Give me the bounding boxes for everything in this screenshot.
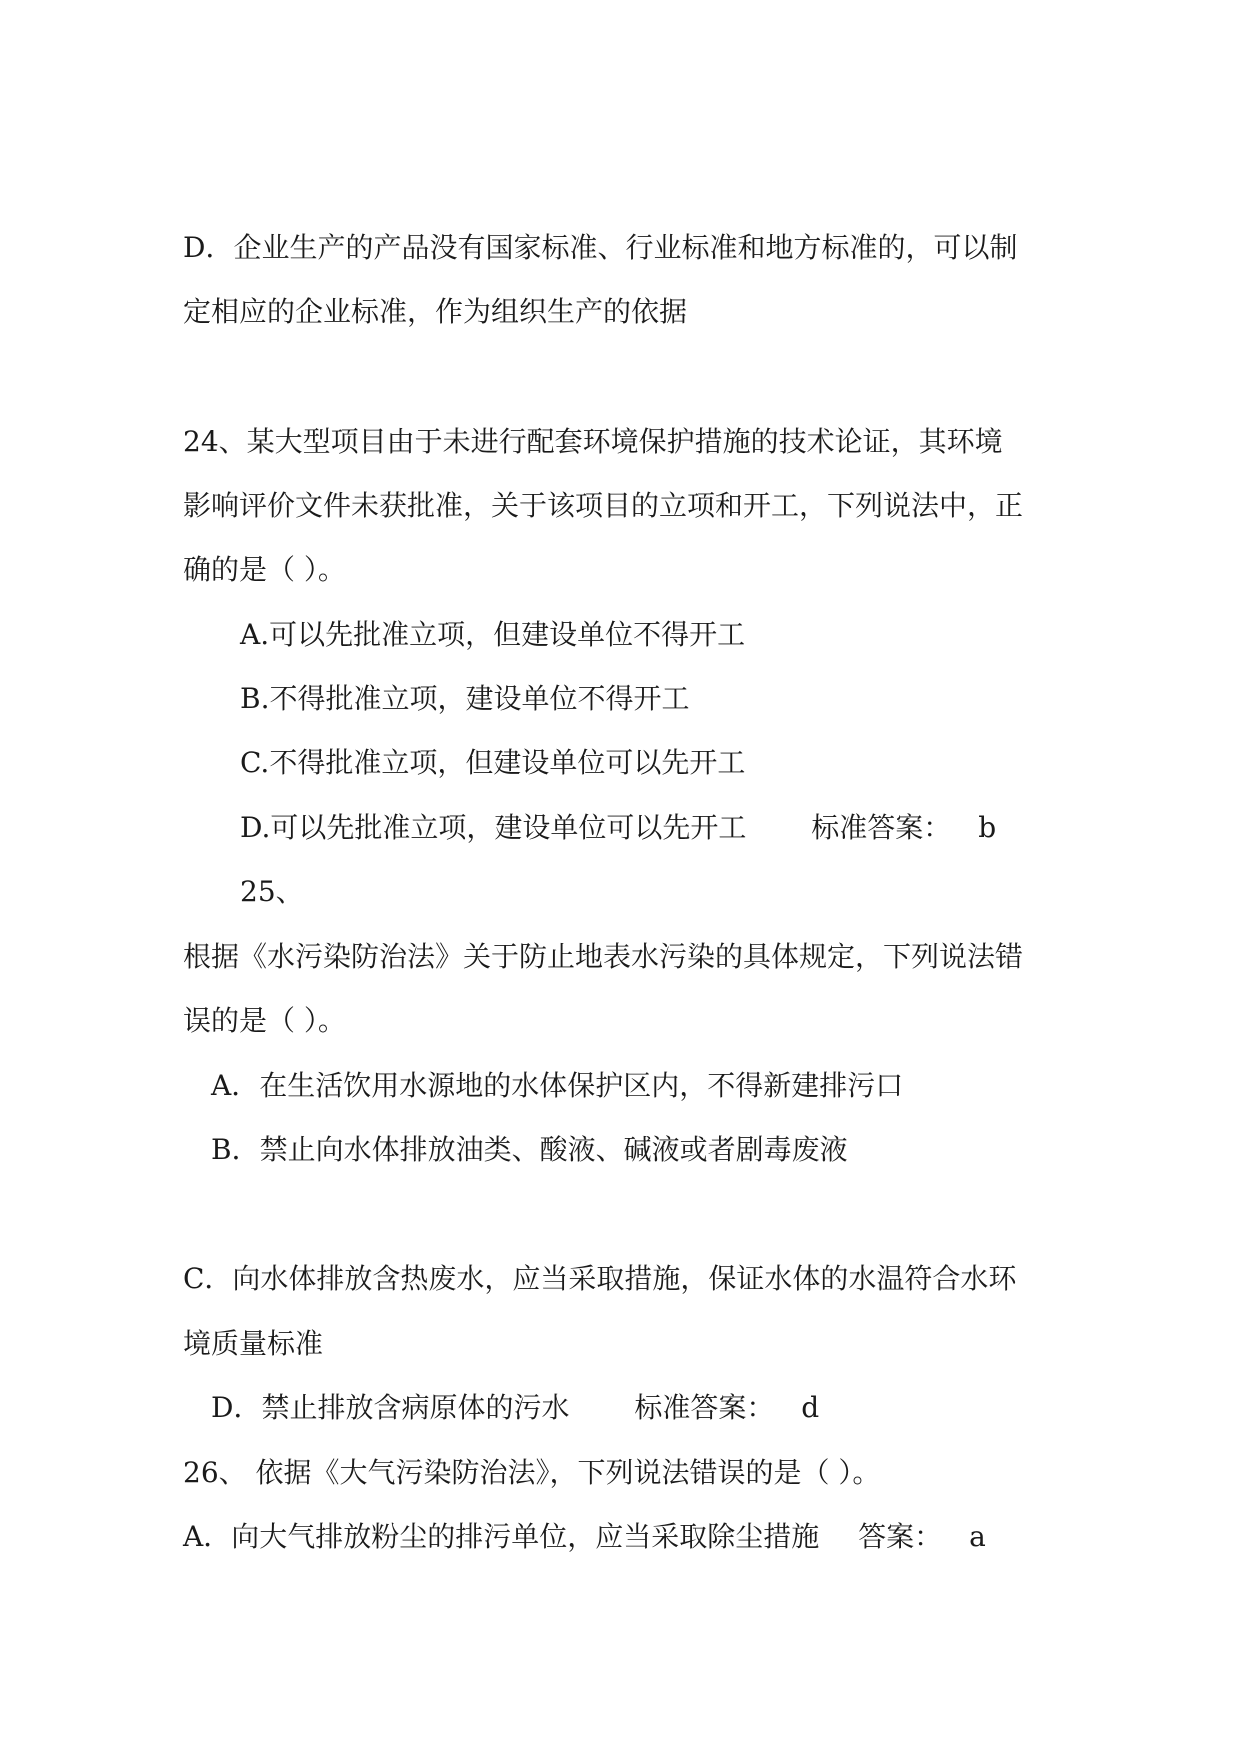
q25-stem-line1 [183, 937, 1023, 977]
text: B.不得批准立项，建设单位不得开工 [240, 682, 690, 715]
text: 境质量标准 [183, 1327, 324, 1360]
text: D.可以先批准立项，建设单位可以先开工 [240, 811, 747, 844]
q25-option-d [211, 1388, 819, 1428]
q23-option-d-line1 [183, 228, 1017, 268]
q24-option-b [240, 679, 689, 719]
q24-option-a [240, 615, 745, 655]
q26-stem [183, 1453, 880, 1493]
text: 误的是（ ）。 [183, 1004, 346, 1037]
q24-answer-value: b [978, 811, 997, 844]
q25-answer-label: 标准答案： [634, 1391, 775, 1424]
text: C.不得批准立项，但建设单位可以先开工 [240, 746, 746, 779]
q25-option-c-line1 [183, 1259, 1016, 1299]
text: 影响评价文件未获批准，关于该项目的立项和开工，下列说法中，正 [183, 489, 1024, 522]
q25-option-c-line2 [183, 1324, 323, 1364]
text: 定相应的企业标准，作为组织生产的依据 [183, 295, 688, 328]
text: 26、 依据《大气污染防治法》，下列说法错误的是（ ）。 [183, 1456, 881, 1489]
text: 24、某大型项目由于未进行配套环境保护措施的技术论证，其环境 [183, 425, 1003, 458]
q24-option-c [240, 743, 745, 783]
text: B．禁止向水体排放油类、酸液、碱液或者剧毒废液 [211, 1133, 848, 1166]
q24-stem-line3 [183, 550, 346, 590]
text: D．禁止排放含病原体的污水 [211, 1391, 570, 1424]
q24-stem-line2 [183, 486, 1023, 526]
q24-option-d [240, 808, 996, 848]
text: 根据《水污染防治法》关于防止地表水污染的具体规定，下列说法错 [183, 940, 1024, 973]
text: A．向大气排放粉尘的排污单位，应当采取除尘措施 [183, 1520, 820, 1553]
text: A.可以先批准立项，但建设单位不得开工 [240, 618, 746, 651]
q26-answer-label: 答案： [858, 1520, 943, 1553]
q25-option-a [211, 1066, 903, 1106]
text: 确的是（ ）。 [183, 553, 346, 586]
q23-option-d-line2 [183, 292, 687, 332]
text: D．企业生产的产品没有国家标准、行业标准和地方标准的，可以制 [183, 231, 1018, 264]
q25-option-b [211, 1130, 848, 1170]
text: A．在生活饮用水源地的水体保护区内，不得新建排污口 [211, 1069, 904, 1102]
q26-answer-value: a [969, 1520, 986, 1553]
q25-stem-line2 [183, 1001, 346, 1041]
q24-stem-line1 [183, 422, 1003, 462]
text: 25、 [240, 875, 304, 908]
q24-answer-label: 标准答案： [811, 811, 952, 844]
text: C．向水体排放含热废水，应当采取措施，保证水体的水温符合水环 [183, 1262, 1017, 1295]
q26-option-a [183, 1517, 986, 1557]
q25-number [240, 872, 304, 912]
q25-answer-value: d [801, 1391, 820, 1424]
